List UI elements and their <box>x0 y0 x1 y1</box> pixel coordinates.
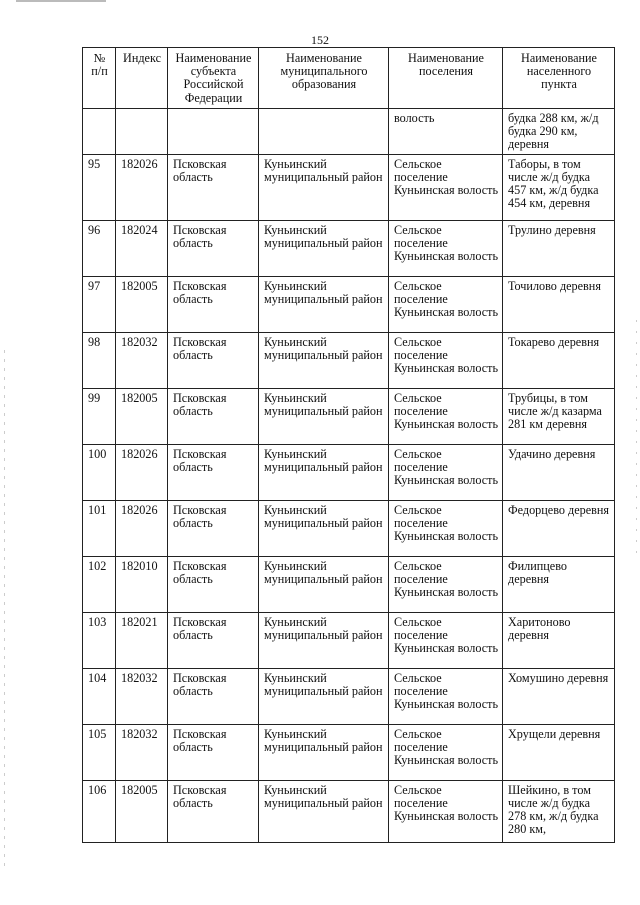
header-index: Индекс <box>116 48 168 109</box>
row-settlement: Сельское поселение Куньинская волость <box>389 388 503 444</box>
row-number: 100 <box>83 444 116 500</box>
row-number <box>83 109 116 155</box>
row-municipality: Куньинский муниципальный район <box>259 332 389 388</box>
row-number: 105 <box>83 724 116 780</box>
scan-artifact-left <box>4 350 5 870</box>
table-row <box>83 109 615 155</box>
row-locality: Токарево деревня <box>503 332 615 388</box>
row-municipality: Куньинский муниципальный район <box>259 556 389 612</box>
row-number: 102 <box>83 556 116 612</box>
row-municipality: Куньинский муниципальный район <box>259 724 389 780</box>
row-subject: Псковская область <box>168 612 259 668</box>
scan-artifact-right <box>636 320 637 560</box>
row-municipality: Куньинский муниципальный район <box>259 220 389 276</box>
row-index: 182005 <box>116 780 168 842</box>
row-subject: Псковская область <box>168 154 259 220</box>
row-locality: Филипцево деревня <box>503 556 615 612</box>
header-municipality: Наименование муниципального образования <box>259 48 389 109</box>
row-index: 182021 <box>116 612 168 668</box>
table-row <box>83 332 615 388</box>
table-row <box>83 220 615 276</box>
header-number: № п/п <box>83 48 116 109</box>
row-locality: Хрущели деревня <box>503 724 615 780</box>
row-subject: Псковская область <box>168 500 259 556</box>
header-subject: Наименование субъекта Российской Федерации <box>168 48 259 109</box>
table-row <box>83 780 615 842</box>
table-row <box>83 500 615 556</box>
table-row <box>83 724 615 780</box>
table-row <box>83 556 615 612</box>
row-settlement: Сельское поселение Куньинская волость <box>389 276 503 332</box>
row-subject: Псковская область <box>168 724 259 780</box>
row-locality: Точилово деревня <box>503 276 615 332</box>
settlements-table <box>82 47 615 843</box>
row-index: 182026 <box>116 500 168 556</box>
row-settlement: Сельское поселение Куньинская волость <box>389 612 503 668</box>
table-row <box>83 668 615 724</box>
row-index: 182032 <box>116 724 168 780</box>
row-subject: Псковская область <box>168 668 259 724</box>
row-index: 182005 <box>116 276 168 332</box>
row-settlement: Сельское поселение Куньинская волость <box>389 154 503 220</box>
row-municipality: Куньинский муниципальный район <box>259 276 389 332</box>
row-settlement: Сельское поселение Куньинская волость <box>389 668 503 724</box>
page-number: 152 <box>311 33 329 47</box>
row-subject: Псковская область <box>168 780 259 842</box>
row-subject <box>168 109 259 155</box>
row-index: 182026 <box>116 154 168 220</box>
row-locality: Хомушино деревня <box>503 668 615 724</box>
row-number: 98 <box>83 332 116 388</box>
row-locality: Удачино деревня <box>503 444 615 500</box>
row-index: 182005 <box>116 388 168 444</box>
table-row <box>83 154 615 220</box>
row-index: 182032 <box>116 668 168 724</box>
row-number: 101 <box>83 500 116 556</box>
row-subject: Псковская область <box>168 332 259 388</box>
row-number: 104 <box>83 668 116 724</box>
row-settlement: волость <box>389 109 503 155</box>
row-subject: Псковская область <box>168 388 259 444</box>
row-municipality: Куньинский муниципальный район <box>259 154 389 220</box>
row-subject: Псковская область <box>168 556 259 612</box>
row-settlement: Сельское поселение Куньинская волость <box>389 500 503 556</box>
row-locality: Трубицы, в том числе ж/д казарма 281 км деревня <box>503 388 615 444</box>
row-number: 103 <box>83 612 116 668</box>
table-body <box>83 109 615 843</box>
row-index: 182026 <box>116 444 168 500</box>
table-row <box>83 612 615 668</box>
row-municipality: Куньинский муниципальный район <box>259 388 389 444</box>
row-settlement: Сельское поселение Куньинская волость <box>389 556 503 612</box>
row-locality: Харитоново деревня <box>503 612 615 668</box>
row-number: 99 <box>83 388 116 444</box>
header-locality: Наименование населенного пункта <box>503 48 615 109</box>
row-subject: Псковская область <box>168 276 259 332</box>
row-number: 97 <box>83 276 116 332</box>
row-index: 182032 <box>116 332 168 388</box>
row-subject: Псковская область <box>168 444 259 500</box>
scan-artifact-top <box>16 0 106 2</box>
row-municipality: Куньинский муниципальный район <box>259 780 389 842</box>
row-number: 96 <box>83 220 116 276</box>
row-municipality: Куньинский муниципальный район <box>259 668 389 724</box>
table-row <box>83 276 615 332</box>
row-index <box>116 109 168 155</box>
row-settlement: Сельское поселение Куньинская волость <box>389 444 503 500</box>
row-settlement: Сельское поселение Куньинская волость <box>389 780 503 842</box>
table-row <box>83 444 615 500</box>
row-index: 182010 <box>116 556 168 612</box>
row-settlement: Сельское поселение Куньинская волость <box>389 724 503 780</box>
row-municipality: Куньинский муниципальный район <box>259 500 389 556</box>
table-header-row <box>83 48 615 109</box>
row-municipality: Куньинский муниципальный район <box>259 444 389 500</box>
row-locality: Шейкино, в том числе ж/д будка 278 км, ж/д будка 280 км, <box>503 780 615 842</box>
row-settlement: Сельское поселение Куньинская волость <box>389 220 503 276</box>
row-locality: Федорцево деревня <box>503 500 615 556</box>
row-number: 95 <box>83 154 116 220</box>
row-subject: Псковская область <box>168 220 259 276</box>
row-locality: Таборы, в том числе ж/д будка 457 км, ж/д будка 454 км, деревня <box>503 154 615 220</box>
row-municipality: Куньинский муниципальный район <box>259 612 389 668</box>
table-row <box>83 388 615 444</box>
row-settlement: Сельское поселение Куньинская волость <box>389 332 503 388</box>
row-municipality <box>259 109 389 155</box>
row-number: 106 <box>83 780 116 842</box>
row-index: 182024 <box>116 220 168 276</box>
header-settlement: Наименование поселения <box>389 48 503 109</box>
row-locality: будка 288 км, ж/д будка 290 км, деревня <box>503 109 615 155</box>
row-locality: Трулино деревня <box>503 220 615 276</box>
